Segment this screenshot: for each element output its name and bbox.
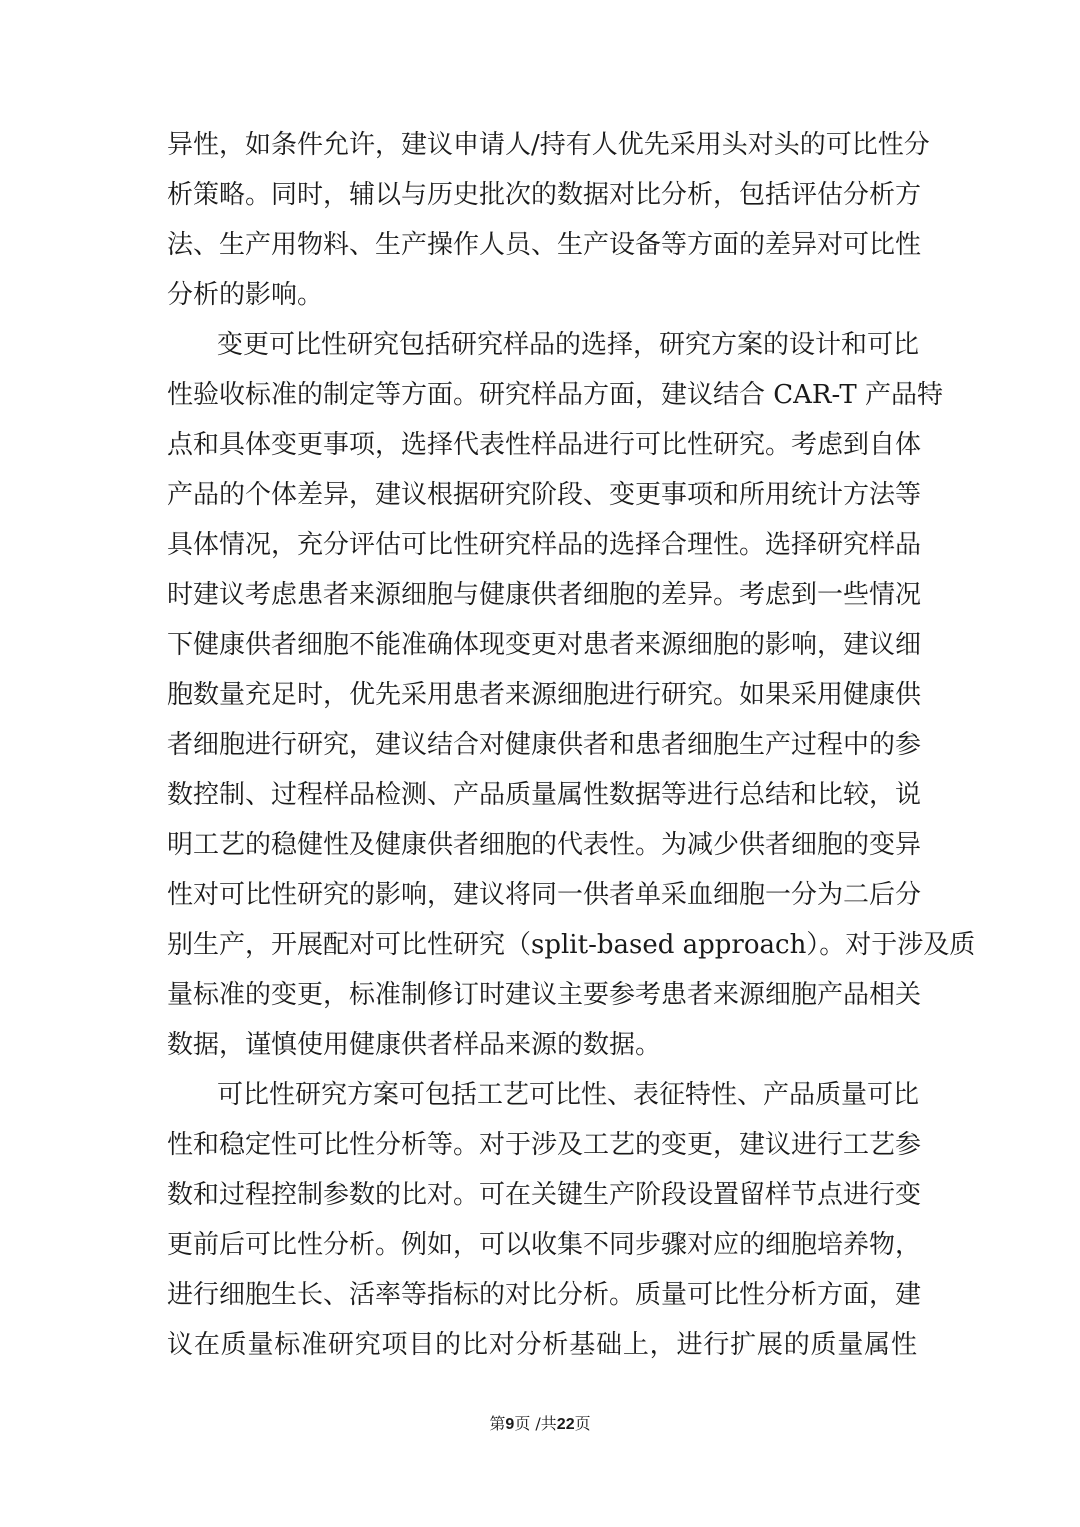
paragraph-2-line-9: 者细胞进行研究，建议结合对健康供者和患者细胞生产过程中的参 (167, 730, 922, 760)
paragraph-1-line-1: 异性，如条件允许，建议申请人/持有人优先采用头对头的可比性分 (167, 130, 930, 160)
footer-suffix: 页 (574, 1414, 591, 1433)
footer-current-page: 9 (505, 1416, 515, 1433)
paragraph-1-line-3: 法、生产用物料、生产操作人员、生产设备等方面的差异对可比性 (167, 230, 922, 260)
paragraph-2-line-5: 具体情况，充分评估可比性研究样品的选择合理性。选择研究样品 (167, 530, 922, 560)
paragraph-2-line-15: 数据，谨慎使用健康供者样品来源的数据。 (167, 1030, 662, 1060)
paragraph-2-line-12: 性对可比性研究的影响，建议将同一供者单采血细胞一分为二后分 (167, 880, 922, 910)
footer-middle: 页 /共 (514, 1414, 557, 1433)
paragraph-3-line-5: 进行细胞生长、活率等指标的对比分析。质量可比性分析方面，建 (167, 1280, 922, 1310)
paragraph-2-line-3: 点和具体变更事项，选择代表性样品进行可比性研究。考虑到自体 (167, 430, 922, 460)
paragraph-1-line-4: 分析的影响。 (167, 280, 324, 310)
paragraph-2-line-6: 时建议考虑患者来源细胞与健康供者细胞的差异。考虑到一些情况 (167, 580, 922, 610)
paragraph-3-line-6: 议在质量标准研究项目的比对分析基础上，进行扩展的质量属性 (167, 1330, 917, 1360)
paragraph-2-line-1: 变更可比性研究包括研究样品的选择，研究方案的设计和可比 (217, 330, 920, 360)
footer-total-pages: 22 (556, 1416, 575, 1433)
paragraph-3-line-1: 可比性研究方案可包括工艺可比性、表征特性、产品质量可比 (217, 1080, 920, 1110)
footer-prefix: 第 (489, 1414, 506, 1433)
paragraph-2-line-2: 性验收标准的制定等方面。研究样品方面，建议结合 CAR-T 产品特 (167, 380, 943, 410)
paragraph-3-line-2: 性和稳定性可比性分析等。对于涉及工艺的变更，建议进行工艺参 (167, 1130, 922, 1160)
paragraph-2-line-13: 别生产，开展配对可比性研究（split-based approach）。对于涉及质 (167, 930, 976, 960)
paragraph-3-line-3: 数和过程控制参数的比对。可在关键生产阶段设置留样节点进行变 (167, 1180, 922, 1210)
paragraph-2-line-14: 量标准的变更，标准制修订时建议主要参考患者来源细胞产品相关 (167, 980, 922, 1010)
paragraph-2-line-8: 胞数量充足时，优先采用患者来源细胞进行研究。如果采用健康供 (167, 680, 922, 710)
paragraph-2-line-10: 数控制、过程样品检测、产品质量属性数据等进行总结和比较，说 (167, 780, 922, 810)
paragraph-3-line-4: 更前后可比性分析。例如，可以收集不同步骤对应的细胞培养物， (167, 1230, 922, 1260)
paragraph-2-line-11: 明工艺的稳健性及健康供者细胞的代表性。为减少供者细胞的变异 (167, 830, 922, 860)
paragraph-2-line-4: 产品的个体差异，建议根据研究阶段、变更事项和所用统计方法等 (167, 480, 922, 510)
paragraph-1-line-2: 析策略。同时，辅以与历史批次的数据对比分析，包括评估分析方 (167, 180, 922, 210)
page-number-footer (0, 1412, 1080, 1437)
paragraph-2-line-7: 下健康供者细胞不能准确体现变更对患者来源细胞的影响，建议细 (167, 630, 922, 660)
